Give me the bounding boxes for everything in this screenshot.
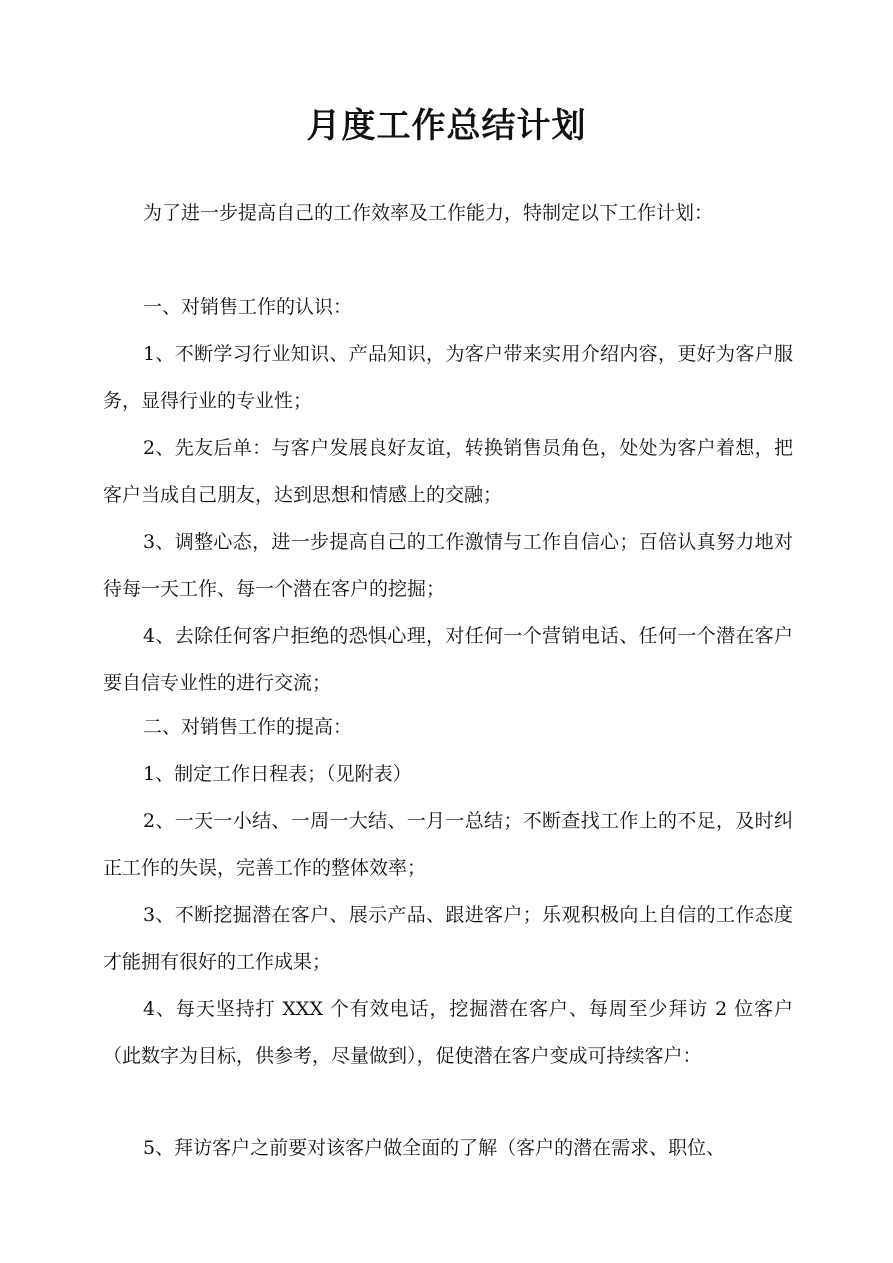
list-item: 1、不断学习行业知识、产品知识，为客户带来实用介绍内容，更好为客户服务，显得行业的专业性； (103, 343, 793, 412)
document-title: 月度工作总结计划 (306, 106, 587, 146)
section-heading-2: 二、对销售工作的提高： (143, 716, 353, 738)
list-item: 3、不断挖掘潜在客户、展示产品、跟进客户；乐观积极向上自信的工作态度才能拥有很好的工作成果； (103, 904, 793, 973)
list-item: 1、制定工作日程表；（见附表） (143, 763, 412, 785)
intro-paragraph: 为了进一步提高自己的工作效率及工作能力，特制定以下工作计划： (143, 202, 714, 224)
list-item: 4、去除任何客户拒绝的恐惧心理，对任何一个营销电话、任何一个潜在客户要自信专业性的进行交流； (103, 625, 793, 694)
list-item: 4、每天坚持打 XXX 个有效电话，挖掘潜在客户、每周至少拜访 2 位客户（此数字为目标，供参考，尽量做到），促使潜在客户变成可持续客户： (103, 998, 793, 1067)
list-item: 3、调整心态，进一步提高自己的工作激情与工作自信心；百倍认真努力地对待每一天工作、每一个潜在客户的挖掘； (103, 531, 793, 600)
section-heading-1: 一、对销售工作的认识： (143, 296, 353, 318)
list-item: 2、先友后单：与客户发展良好友谊，转换销售员角色，处处为客户着想，把客户当成自己朋友，达到思想和情感上的交融； (103, 437, 793, 506)
list-item: 5、拜访客户之前要对该客户做全面的了解（客户的潜在需求、职位、 (143, 1137, 726, 1159)
list-item: 2、一天一小结、一周一大结、一月一总结；不断查找工作上的不足，及时纠正工作的失误，完善工作的整体效率； (103, 810, 793, 879)
